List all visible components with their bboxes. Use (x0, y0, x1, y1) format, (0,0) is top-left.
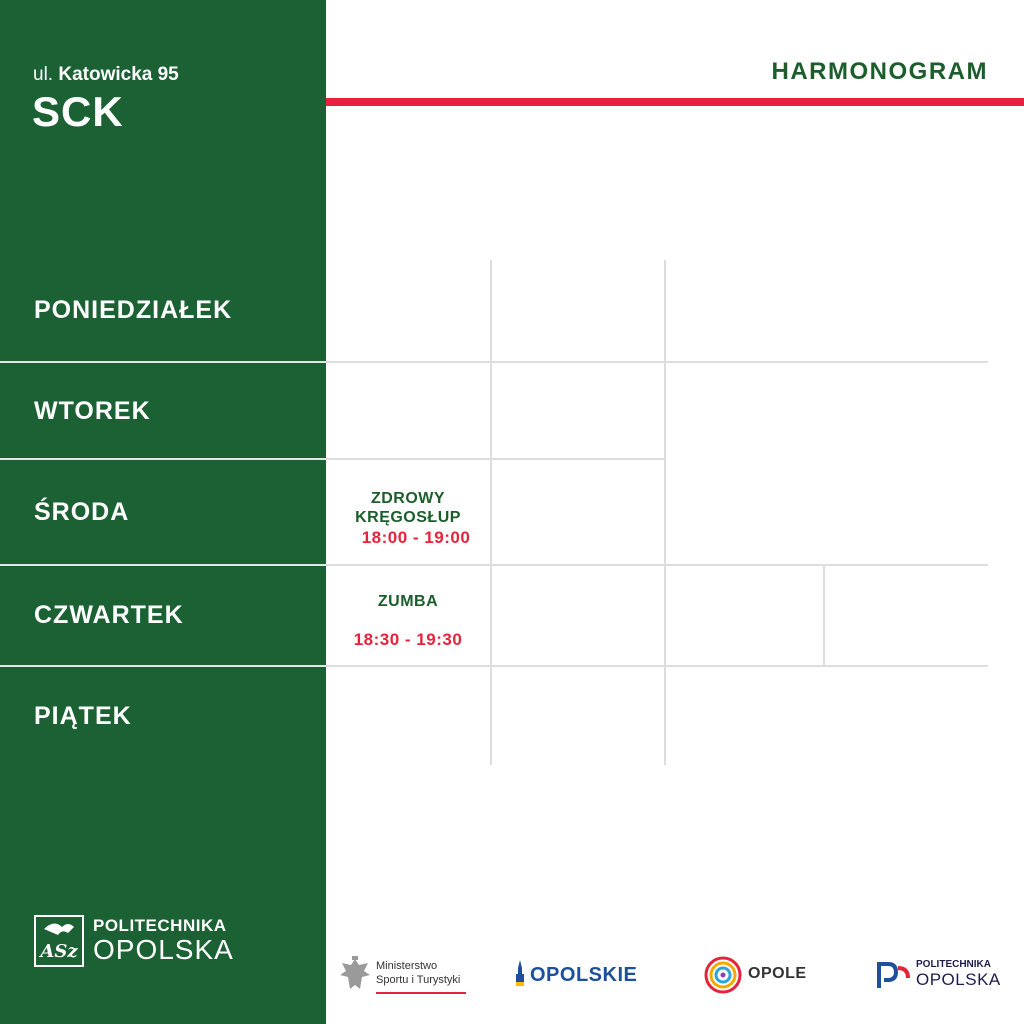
sidebar (0, 0, 326, 1024)
tower-icon (514, 960, 526, 988)
activity-thursday: ZUMBA (377, 593, 439, 610)
activity-line1: ZDROWY (370, 490, 446, 507)
organizer-line2: OPOLSKA (93, 934, 234, 965)
header-underline (326, 98, 1024, 106)
opolskie-wordmark: OPOLSKIE (530, 964, 638, 986)
street-prefix: ul. (33, 64, 54, 85)
po-line1: POLITECHNIKA (916, 959, 991, 970)
day-wednesday: ŚRODA (34, 497, 130, 526)
sponsor-opolskie (514, 950, 644, 1000)
activity-wednesday (326, 489, 490, 527)
organizer-name (93, 916, 234, 964)
activity-line2: KRĘGOSŁUP (355, 509, 461, 526)
sponsor-opole (704, 950, 814, 1000)
azs-logo-icon (34, 915, 84, 967)
page-title: HARMONOGRAM (771, 58, 988, 85)
day-monday: PONIEDZIAŁEK (34, 295, 233, 324)
sponsor-politechnika (876, 950, 1001, 1000)
po-line2: OPOLSKA (916, 970, 1001, 989)
grid-vline (490, 260, 492, 765)
sponsor-ministry (338, 950, 468, 1000)
venue-name: SCK (32, 88, 124, 135)
grid-hline (326, 361, 988, 363)
grid-hline (326, 665, 988, 667)
ministry-line2: Sportu i Turystyki (376, 974, 461, 986)
street-name: Katowicka 95 (58, 64, 179, 85)
address (33, 64, 179, 86)
organizer-line1: POLITECHNIKA (93, 916, 227, 935)
grid-vline (664, 260, 666, 765)
grid-hline (326, 458, 665, 460)
po-logo-icon (876, 960, 912, 990)
ministry-line1: Ministerstwo (376, 960, 438, 972)
grid-vline (823, 566, 825, 665)
ministry-name (376, 959, 460, 987)
time-thursday: 18:30 - 19:30 (353, 630, 463, 649)
ministry-underline (376, 992, 466, 994)
opole-rings-icon (704, 956, 742, 994)
day-thursday: CZWARTEK (34, 601, 184, 629)
time-wednesday: 18:00 - 19:00 (361, 528, 471, 547)
day-tuesday: WTOREK (34, 396, 151, 425)
svg-text:ASz: ASz (40, 941, 78, 962)
day-friday: PIĄTEK (34, 701, 132, 730)
grid-hline (326, 564, 988, 566)
eagle-emblem-icon (338, 955, 372, 995)
opole-wordmark: OPOLE (748, 965, 807, 982)
